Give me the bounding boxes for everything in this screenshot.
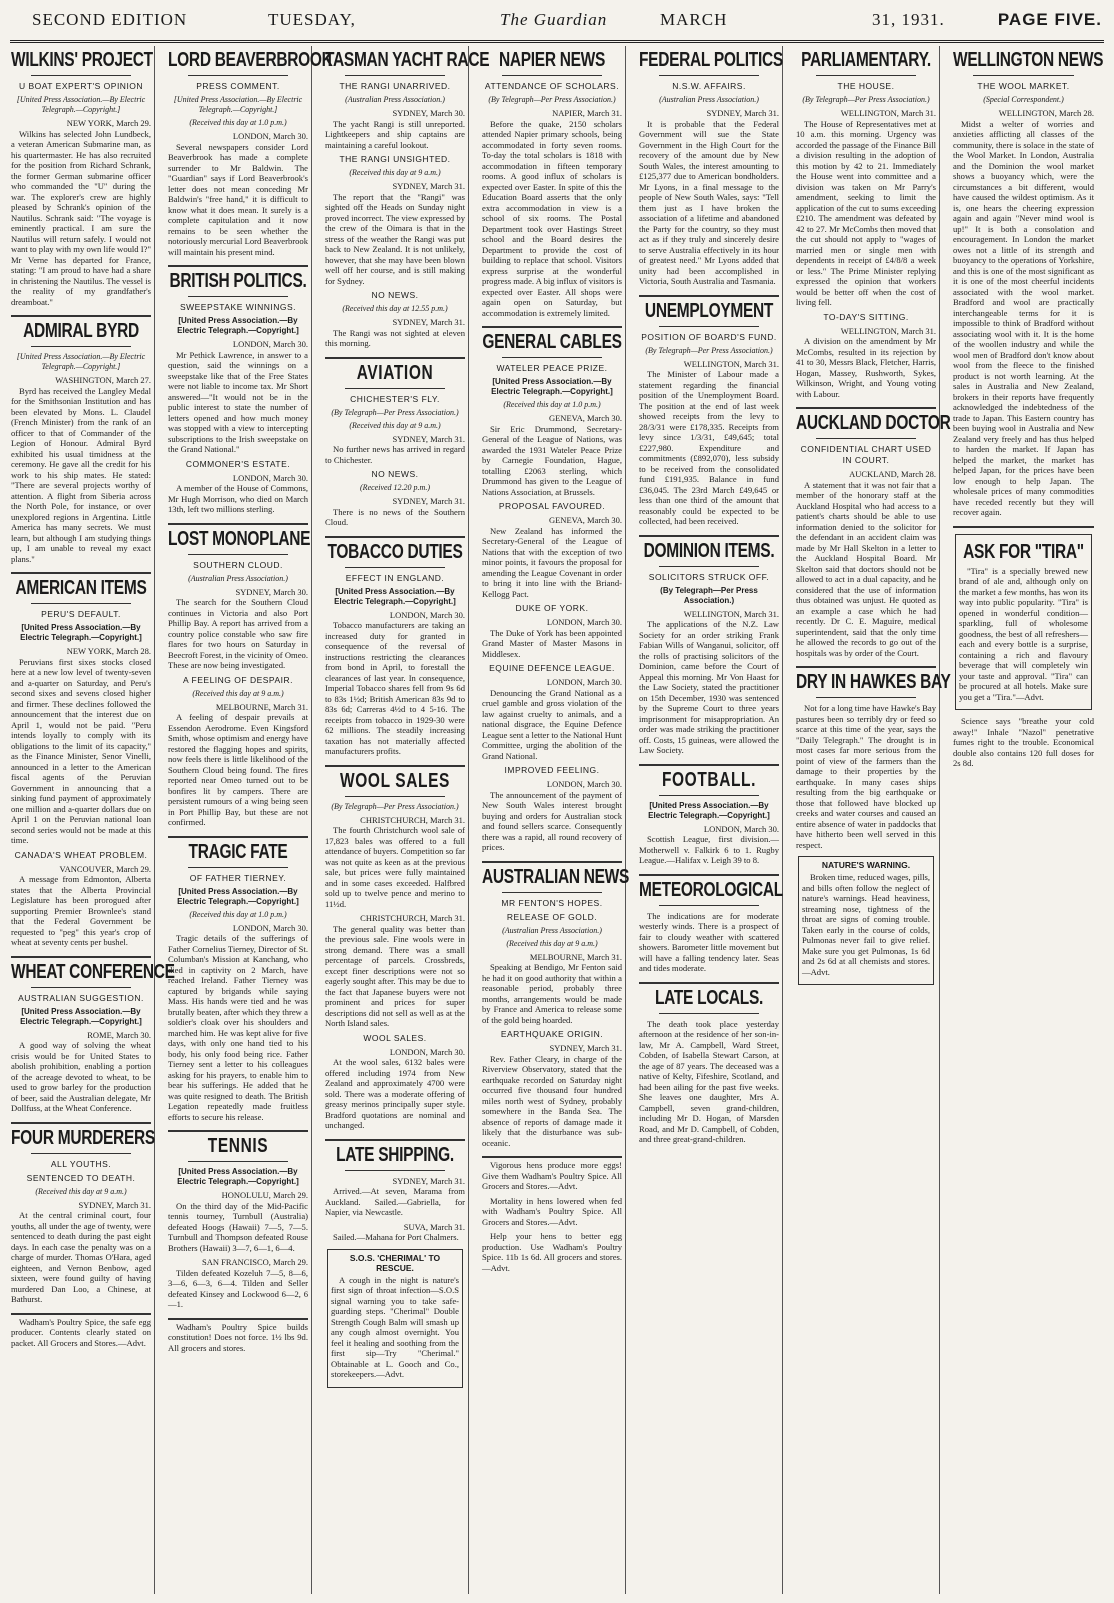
headline: TASMAN YACHT RACE	[325, 49, 490, 72]
press-source: (By Telegraph—Per Press Association.)	[660, 585, 758, 605]
press-source: [United Press Association.—By Electric Telegraph.—Copyright.]	[16, 95, 146, 114]
advertisement-text: Broken time, reduced wages, pills, and bills often follow the neglect of nature's warnings. Head heaviness, streaming nose, tightness of the throat are signs of coming trouble. Taken early in the course of colds, Pulmonas never fail to give relief. Make sure you get Pulmonas, 1s 6d and 2s 6d at all chemists and stores.—Advt.	[802, 872, 930, 977]
subheading: CANADA'S WHEAT PROBLEM.	[14, 849, 148, 860]
article-text: The House of Representatives met at 10 a.m. this morning. Urgency was accorded the passage of the Finance Bill a division resulting in the adoption of this motion by 42 to 21. Immediately the House went into committee and a division was taken on Mr Parry's amendment, seeking to limit the application of the cut to sums exceeding £210. The amendment was defeated by 42 to 27. Mr McCombs then moved that the cut should not apply to "wages of married men or single men with dependents in receipt of £4/8/8 a week or less." The Prime Minister replying expressed the opinion that workers would be better off when the cost of living fell.	[796, 118, 936, 307]
divider	[659, 795, 759, 796]
subheading: THE HOUSE.	[837, 81, 895, 91]
press-source: (By Telegraph—Per Press Association.)	[488, 95, 616, 104]
column-2	[165, 46, 333, 1594]
article-text: The indications are for moderate westerly winds. There is a prospect of fair to cloudy weather with scattered showers. Barometer little movement but will have a falling tendency later. Seas and tides moderate.	[639, 910, 779, 973]
article-wheat	[11, 960, 175, 1114]
article-text: The search for the Southern Cloud continues in Victoria and also Port Phillip Bay. A report has arrived from a country police constable who saw fire flares for two hours on Saturday in Beecroft Forest, in the vicinity of Omeo. These are now being investigated.	[168, 597, 308, 670]
divider	[639, 982, 779, 984]
divider	[11, 1122, 151, 1124]
article-general-cables	[482, 331, 622, 853]
article-text: A feeling of despair prevails at Essendon Aerodrome. Even Kingsford Smith, whose optimism and energy have restored the flagging hopes and spirits, now feels there is little likelihood of the Southern Cloud being found. The fires reported near Omeo turned out to be bonfires lit by campers. There are persistent rumours of a wing being seen in Port Phillip Bay, but these are not confirmed.	[168, 712, 308, 827]
dateline: SYDNEY, March 31.	[392, 433, 465, 444]
dateline: SYDNEY, March 31.	[392, 317, 465, 327]
advertisement-text: A cough in the night is nature's first sign of throat infection—S.O.S signal warning you to take safe-guarding steps. "Cherimal" Double Strength Cough Balm will smash up any cough almost overnight. You feel it healing and soothing from the first sip—Try "Cherimal." Obtainable at L. Gooch and Co., storekeepers.—Advt.	[331, 1274, 459, 1379]
subheading: CHICHESTER'S FLY.	[350, 393, 440, 404]
dateline: WELLINGTON, March 31.	[840, 108, 936, 118]
article-parliamentary	[796, 49, 936, 399]
article-auckland-doctor	[796, 412, 951, 658]
dateline: SYDNEY, March 31.	[78, 1199, 151, 1210]
article-text: Wilkins has selected John Lundbeck, a veteran American Submarine man, as his quartermaster. He has also recruited for the position from Richard Schrank, the former German submarine officer who commanded the "U" during the war. The explorer's crew are highly pleased by Schrank's opinion of the Nautilus. Schrank said: "The voyage is eminently practical. I am sure the Nautilus will return safely. I would not want to play with my own life would I?" Mr Verne has departed for France, stating: "I am proud to have had a share in christening the Nautilus. The vessel is the reality of my grandfather's dreamboat."	[11, 128, 151, 307]
divider	[11, 956, 151, 958]
divider	[168, 265, 308, 267]
divider	[639, 764, 779, 766]
page-number: PAGE FIVE.	[997, 10, 1102, 29]
dateline: SYDNEY, March 31.	[549, 1043, 622, 1053]
edition-label: SECOND EDITION	[32, 10, 188, 29]
article-text: No further news has arrived in regard to Chichester.	[325, 444, 465, 465]
divider	[325, 536, 465, 538]
dateline: SUVA, March 31.	[403, 1221, 465, 1232]
dateline: SYDNEY, March 31.	[706, 108, 779, 118]
dateline: SYDNEY, March 30.	[392, 108, 465, 118]
dateline: SYDNEY, March 31.	[392, 1175, 465, 1186]
divider	[482, 861, 622, 863]
dateline: LONDON, March 30.	[389, 1046, 465, 1057]
headline: NAPIER NEWS	[498, 49, 606, 72]
dateline: CHRISTCHURCH, March 31.	[360, 814, 465, 825]
subheading: EARTHQUAKE ORIGIN.	[500, 1029, 604, 1039]
dateline: WELLINGTON, March 31.	[840, 325, 936, 336]
headline: UNEMPLOYMENT	[644, 299, 774, 322]
article-text: Rev. Father Cleary, in charge of the Riverview Observatory, stated that the earthquake recorded on Saturday night occurred five thousand four hundred miles north west of Sydney, probably somewhere in the Banda Sea. The absence of reports of damage made it likely that the disturbance was sub-oceanic.	[482, 1053, 622, 1148]
article-text: The general quality was better than the previous sale. Fine wools were in strong demand. There was a small percentage of parcels. Crossbreds, except finer descriptions were not so eagerly sought after. This may be due to the fact that Japanese buyers were not prominent and prices for super descriptions did not sell as well as at the North Island sales.	[325, 923, 465, 1028]
article-text: The Duke of York has been appointed Grand Master of Master Masons in Middlesex.	[482, 627, 622, 659]
press-source: (By Telegraph—Per Press Association.)	[331, 407, 459, 417]
dateline: LONDON, March 30.	[546, 617, 622, 627]
dateline: ROME, March 30.	[87, 1029, 151, 1040]
article-wilkins	[11, 49, 153, 307]
headline: FEDERAL POLITICS	[639, 49, 783, 72]
divider	[953, 526, 1094, 528]
subheading: SOUTHERN CLOUD.	[193, 559, 283, 570]
headline: TENNIS	[207, 1135, 269, 1158]
article-text: Tobacco manufacturers are taking an increased duty for granted in consequence of the reversal of instructions restricting the clearances from bond in April, to forestall the clearances of last year. In consequence, Imperial Tobacco shares fell from 9s 6d to 83s 1½d; British American 83s 9d to 83s 6d; Carreras 4½d to 4 5-16. The receipts from tobacco in 1929-30 were 62 millions. The steadily increasing taxation has not materially affected manufacturers profits.	[325, 620, 465, 756]
article-text: At the wool sales, 6132 bales were offered including 1974 from New Zealand and approximately 4700 were sold. There was a moderate offering of greasy merinos principally super style. Bradford quotations are nominal and unchanged.	[325, 1057, 465, 1130]
article-tragic-fate	[168, 840, 308, 1123]
dateline: GENEVA, March 30.	[548, 515, 622, 525]
received-note: (Received this day at 9 a.m.)	[349, 168, 441, 177]
subheading: TO-DAY'S SITTING.	[823, 311, 909, 322]
press-source: [United Press Association.—By Electric Telegraph.—Copyright.]	[491, 377, 613, 396]
subheading: A FEELING OF DESPAIR.	[182, 674, 293, 685]
subheading: POSITION OF BOARD'S FUND.	[641, 331, 777, 342]
divider	[639, 295, 779, 297]
subheading: NO NEWS.	[371, 290, 419, 300]
article-tennis	[168, 1135, 308, 1310]
article-dominion-items	[639, 539, 779, 756]
divider	[659, 1013, 759, 1014]
press-source: (Australian Press Association.)	[188, 573, 288, 583]
article-late-locals	[639, 986, 779, 1145]
article-lost-monoplane	[168, 527, 311, 828]
press-source: [United Press Association.—By Electric Telegraph.—Copyright.]	[648, 800, 770, 820]
divider	[31, 987, 131, 988]
divider	[188, 1161, 288, 1162]
dateline: GENEVA, March 30.	[548, 413, 622, 423]
headline: WELLINGTON NEWS	[953, 49, 1104, 72]
headline: LORD BEAVERBROOK	[168, 49, 333, 72]
article-text: There is no news of the Southern Cloud.	[325, 506, 465, 527]
received-note: (Received 12.20 p.m.)	[360, 483, 430, 492]
masthead	[10, 0, 1104, 43]
dateline: SYDNEY, March 30.	[235, 586, 308, 597]
article-wool-sales	[325, 769, 465, 1131]
article-beaverbrook	[168, 49, 333, 257]
divider	[345, 796, 445, 797]
divider	[188, 867, 288, 868]
advertisement-box	[798, 856, 934, 985]
divider	[188, 75, 288, 76]
subheading: RELEASE OF GOLD.	[506, 911, 598, 922]
article-american-items	[11, 577, 151, 948]
news-columns	[8, 46, 1106, 1594]
article-text: Not for a long time have Hawke's Bay pastures been so terribly dry or feed so scarce at this time of the year, says the "Daily Telegraph." The drought is in most cases far more serious from the point of view of the farmers than the damage to their properties by the earthquake. In many cases ships resulting from the big earthquake or those that followed have blocked up creeks and water courses and caused an entire absence of water in paddocks that have hitherto been well served in this respect.	[796, 703, 936, 850]
divider	[796, 407, 936, 409]
article-text: Byrd has received the Langley Medal for the Smithsonian Institution and has been elevated by Mons. L. Claudel (French Minister) from the rank of an officer to that of Commander of the Legion of Honour. Admiral Byrd exhibited his usual timidness at the ceremony. He gave all the credit for his work to his ship mates. He stated: "There are several projects worthy of attention. A flight from Siberia across the North Pole, for instance, or over unexplored regions in Argentina. Little America has many secrets. We must learn, but although I am studying things up, I am unable to reveal my exact plans."	[11, 385, 151, 564]
press-source: [United Press Association.—By Electric Telegraph.—Copyright.]	[334, 586, 456, 606]
dateline: VANCOUVER, March 29.	[59, 863, 151, 874]
article-text: The death took place yesterday afternoon at the residence of her son-in-law, Mr A. Campbell, Ward Street, Cobden, of Isabella Stewart Carson, at the age of 87 years. The deceased was a native of Kelty, Fifeshire, Scotland, and had been ailing for the past five weeks. She leaves one daughter, Mrs A. Campbell, seven grand-children, including Mr D. Hogan, of Marsden Road, and Mr D. Campbell, of Cobden, and three great-grand-children.	[639, 1018, 779, 1144]
headline: AMERICAN ITEMS	[15, 577, 147, 600]
dateline: HONOLULU, March 29.	[221, 1190, 308, 1200]
divider	[168, 523, 308, 525]
article-meteorological	[639, 878, 783, 974]
article-text: It is probable that the Federal Government will sue the State Government in the High Court for the recovery of the amount due by New South Wales, the interest amounting to £125,377 due to American bondholders. Mr Lyons, in a final message to the people of New South Wales, says: "Tell them just as I have broken the association of a lifetime and abandoned the Party for the country, so they must act as if they truly and sincerely desire to serve Australia effectively in its hour of greatest need." Mr Lyons added that unity had been accomplished in Victoria, South Australia and Tasmania.	[639, 118, 779, 286]
article-text: On the third day of the Mid-Pacific tennis tourney, Turnbull (Australia) defeated Hoogs (Hawaii) 7—5, 7—5. Turnbull and Thompson defeated Rouse Brothers (Hawaii) 3—7, 6—1, 6—4.	[168, 1200, 308, 1253]
article-text: A message from Edmonton, Alberta states that the Alberta Provincial Legislature has been prorogued after supporting Premier Brownlee's stand that the Federal Government be requested to "peg" this year's crop of wheat at seventy cents per bushel.	[11, 874, 151, 947]
article-british-politics	[168, 270, 308, 515]
month-label: MARCH	[660, 10, 728, 29]
divider	[639, 874, 779, 876]
divider	[11, 315, 151, 317]
article-wellington-news	[953, 49, 1104, 518]
subheading: U BOAT EXPERT'S OPINION	[18, 81, 144, 91]
advertisement-title: S.O.S. 'CHERIMAL' TO RESCUE.	[349, 1252, 441, 1273]
subheading: CONFIDENTIAL CHART USED IN COURT.	[800, 444, 932, 465]
article-tobacco-duties	[325, 540, 465, 757]
headline: PARLIAMENTARY.	[801, 49, 931, 72]
article-text: A good way of solving the wheat crisis would be for United States to abolish prohibition, enabling a portion of the acreage devoted to wheat, to be used to grow barley for the production of beer, said the Australian delegate, Mr Dollfuss, at the Wheat Conference.	[11, 1040, 151, 1113]
subheading: OF FATHER TIERNEY.	[189, 872, 287, 883]
press-source: (Australian Press Association.)	[502, 925, 602, 935]
article-tasman-yacht-race	[325, 49, 490, 349]
subheading: AUSTRALIAN SUGGESTION.	[18, 992, 144, 1003]
column-5	[636, 46, 783, 1594]
headline: DRY IN HAWKES BAY	[796, 671, 951, 694]
press-source: [United Press Association.—By Electric Telegraph.—Copyright.]	[20, 1006, 142, 1026]
press-source: (Australian Press Association.)	[345, 95, 445, 104]
article-aviation	[325, 361, 465, 528]
dateline: WELLINGTON, March 31.	[683, 358, 779, 369]
article-text: The Rangi was not sighted at eleven this morning.	[325, 327, 465, 348]
dateline: LONDON, March 30.	[232, 472, 308, 483]
dateline: LONDON, March 30.	[546, 677, 622, 687]
divider	[188, 296, 288, 297]
article-text: Sailed.—Mahana for Port Chalmers.	[333, 1232, 459, 1242]
article-text: At the central criminal court, four youths, all under the age of twenty, were sentenced to death during the past eight days. In each case the penalty was on a charge of murder. Thomas O'Hara, aged eighteen, and Vernon Benbow, aged sixteen, were found guilty of having murdered Dan Loo, a Chinese, at Bathurst.	[11, 1210, 151, 1304]
subheading: WATELER PEACE PRIZE.	[496, 363, 608, 373]
divider	[639, 535, 779, 537]
article-dry-hawkes-bay	[796, 671, 951, 850]
received-note: (Received this day at 9 a.m.)	[349, 420, 441, 430]
subheading: N.S.W. AFFAIRS.	[672, 81, 746, 91]
press-source: (By Telegraph—Per Press Association.)	[802, 95, 930, 104]
divider	[11, 572, 151, 574]
article-text: Peruvians first sixes stocks closed here at a new low level of twenty-seven and a-quarter on Saturday, and Peru's second sixes and sevens closed higher and firmer. These declines followed the announcement that the interest due on April 1, would not be paid. "Peru intends loyally to comply with its obligations to the limit of its capacity," as the Finance Minister, Senor Vinelli, announced in a letter to the American fiscal agents of the Peruvian Government in announcing that a sinking fund payment of approximately one million and a-quarter dollars due on April 1 on the Peruvian national loan second series would not be made at this time.	[11, 656, 151, 845]
subheading: PERU'S DEFAULT.	[41, 609, 121, 619]
column-3	[322, 46, 490, 1594]
dateline: NAPIER, March 31.	[552, 108, 622, 118]
subheading: PROPOSAL FAVOURED.	[498, 501, 606, 511]
article-football	[639, 768, 779, 866]
dateline: SYDNEY, March 31.	[392, 181, 465, 191]
advertisement: Mortality in hens lowered when fed with Wadham's Poultry Spice. All Grocers and Stores.—Advt.	[482, 1195, 622, 1227]
column-7	[950, 46, 1104, 1594]
dateline: LONDON, March 30.	[232, 922, 308, 933]
advertisement-box	[955, 534, 1092, 711]
received-note: (Received this day at 12.55 p.m.)	[342, 304, 448, 313]
headline: LOST MONOPLANE	[168, 527, 311, 550]
subheading: PRESS COMMENT.	[196, 81, 280, 91]
advertisement-box	[327, 1249, 463, 1388]
headline: AUSTRALIAN NEWS	[482, 865, 630, 888]
dateline: SYDNEY, March 31.	[392, 496, 465, 506]
divider	[31, 75, 131, 76]
article-text: The fourth Christchurch wool sale of 17,823 bales was offered to a full attendance of buyers. Competition so far was not quite as keen as at the previous sale, but prices were fully maintained and in some cases exceeded. Halfbred sold up to twelve pence and merino to 11½d.	[325, 825, 465, 909]
column-4	[479, 46, 630, 1594]
divider	[816, 697, 916, 698]
article-murderers	[11, 1126, 155, 1305]
headline: TOBACCO DUTIES	[327, 540, 463, 563]
dateline: NEW YORK, March 29.	[66, 118, 151, 128]
dateline: WELLINGTON, March 28.	[998, 108, 1094, 118]
dateline: LONDON, March 30.	[232, 339, 308, 349]
dateline: CHRISTCHURCH, March 31.	[360, 913, 465, 923]
subheading: EQUINE DEFENCE LEAGUE.	[489, 663, 615, 673]
article-text: Arrived.—At seven, Marama from Auckland. Sailed.—Gabriella, for Napier, via Newcastle.	[325, 1186, 465, 1217]
dateline: LONDON, March 30.	[232, 131, 308, 141]
dateline: WELLINGTON, March 31.	[683, 608, 779, 619]
headline: METEOROLOGICAL	[639, 878, 783, 901]
dateline: NEW YORK, March 28.	[66, 646, 151, 656]
article-text: A member of the House of Commons, Mr Hugh Morrison, who died on March 13th, left two millions sterling.	[168, 483, 308, 514]
advertisement-text: "Tira" is a specially brewed new brand of ale and, although only on the market a few months, has won its way into public popularity. "Tira" is opened in wonderful condition—sparkling, full of wholesome goodness, the best of all refreshers—each and every bottle is a surprise, containing a rich and flavoury beverage that will completely win your taste and approval. "Tira" can be procured at all hotels. Make sure you get a "Tira."—Advt.	[959, 565, 1088, 702]
divider	[659, 566, 759, 567]
divider	[31, 603, 131, 604]
headline: WILKINS' PROJECT	[11, 49, 153, 72]
subheading: THE WOOL MARKET.	[977, 81, 1070, 91]
subheading: SOLICITORS STRUCK OFF.	[648, 571, 770, 582]
article-text: New Zealand has informed the Secretary-General of the League of Nations that with the exception of two minor points, it favours the proposal for amending the League Covenant in order to bring it into line with the Briand-Kellogg Pact.	[482, 525, 622, 599]
received-note: (Received this day at 9 a.m.)	[506, 938, 598, 948]
divider	[816, 438, 916, 439]
headline: LATE SHIPPING.	[336, 1143, 454, 1166]
divider	[502, 892, 602, 893]
article-text: Tragic details of the sufferings of Father Cornelius Tierney, Director of St. Columban's Mission at Kanchang, who died in captivity on 2 March, have reached Ireland. Father Tierney was captured by brigands while saying Mass. His hands were tied and he was brutally beaten, after which they threw a soldier's cloak over his shoulders and marched him. He was kept alive for five days, with only one hand tied to his body, his only food being rice. Father Tierney sent a letter to his colleagues asking for his prayers, to enable him to bear his sufferings. He added that he was quite resigned to death. The British Legation repeatedly made fruitless efforts to secure his release.	[168, 933, 308, 1122]
divider	[345, 388, 445, 389]
headline: AUCKLAND DOCTOR	[796, 412, 951, 435]
advertisement: Science says "breathe your cold away!" Inhale "Nazol" penetrative fumes right to the trouble. Economical double also contains 120 full doses for 2s 8d.	[953, 716, 1094, 768]
divider	[168, 836, 308, 838]
advertisement-title: ASK FOR "TIRA"	[963, 540, 1084, 563]
article-text: Several newspapers consider Lord Beaverbrook has made a complete surrender to Mr Baldwin. The "Guardian" says if Lord Beaverbrook's letter does not mean conceding Mr Baldwin's "free hand," it is difficult to know what it does mean. It surely is a complete capitulation and it now remains to be seen whether the notoriously mercurial Lord Beaverbrook will maintain his present mind.	[168, 141, 308, 257]
divider	[31, 346, 131, 347]
divider	[325, 765, 465, 767]
article-late-shipping	[325, 1143, 465, 1243]
advertisement: Wadham's Poultry Spice, the safe egg producer. Contents clearly stated on packet. All Grocers and Stores.—Advt.	[11, 1316, 151, 1348]
dateline: LONDON, March 30.	[703, 823, 779, 834]
headline: BRITISH POLITICS.	[169, 270, 307, 293]
press-source: [United Press Association.—By Electric Telegraph.—Copyright.]	[177, 886, 299, 906]
article-text: Mr Pethick Lawrence, in answer to a question, said the winnings on a sweepstake like that of the Free States were not liable to income tax. Mr Short answered—"It would not be in the public interest to state the number of letters opened and how much money was stopped with a view to intercepting subscriptions to the Irish sweepstake on the Grand National."	[168, 349, 308, 454]
subheading: SWEEPSTAKE WINNINGS.	[179, 302, 297, 312]
dateline: MELBOURNE, March 31.	[215, 701, 308, 712]
subheading: EFFECT IN ENGLAND.	[345, 572, 445, 583]
divider	[482, 326, 622, 328]
divider	[325, 1139, 465, 1141]
headline: WOOL SALES	[340, 769, 450, 792]
subheading: ATTENDANCE OF SCHOLARS.	[484, 81, 620, 91]
article-text: Midst a welter of worries and anxieties afflicting all classes of the community, there is solace in the state of the Wool Market. In London, Australia and the Dominion the wool market shows a buoyancy which, were the circumstances a bit different, would have caused the wildest optimism. As it is, one hears the cheering expression again and again "Never mind wool is up!" It is both a consolation and encouragement. In London the market owes not a little of its strength and buoyancy to the operations of Yorkshire, and this is one of the most significant as it is one of the most cheerful incidents associated with the wool market. Bradford and wool are practically interchangeable terms for it is impossible to think of Bradford without associating wool with it. It is the home of the woollen industry and while the wool men of Bradford don't know about wool from the fleece to the finished product is not worth learning. At the sales in Australia and New Zealand, brokers in their reports have frequently acknowledged the indebtedness of the trade to Japan. This Eastern country has been buying wool in Australia and New Zealand very freely and has thus helped to harden the market. If Japan has helped the market, the market has helped Japan, for the prices have been low enough to help Japan. The wholesale prices of many commodities have receded recently but they will recover again.	[953, 118, 1094, 517]
dateline: AUCKLAND, March 28.	[849, 469, 936, 479]
press-source: [United Press Association.—By Electric Telegraph.—Copyright.]	[177, 1167, 299, 1186]
article-text: Sir Eric Drummond, Secretary-General of the League of Nations, was awarded the 1931 Wateler Peace Prize by Carnegie Foundation, Hague, totalling £2063 sterling, which Drummond has given to the League of Nations Association, at Brussels.	[482, 423, 622, 497]
subheading: DUKE OF YORK.	[515, 603, 589, 613]
divider	[188, 554, 288, 555]
subheading: THE RANGI UNSIGHTED.	[339, 154, 451, 164]
article-text: A statement that it was not fair that a member of the honorary staff at the Auckland Hospital who had access to a patient's charts should be able to use information denied to the solicitor for the defendant in an accident claim was made by Mr Hall Skelton in a letter to the Auckland Hospital Board. Mr Skelton said that doctors should not be allowed to act in a dual capacity, and he considered that the use of information thus obtained was unjust. He quoted as an example a case which he had recently. Dr C. E. Maguire, medical superintendent, said that the only time he allowed the records to go out of the hospitals was by order of the Court.	[796, 479, 936, 658]
press-source: (Special Correspondent.)	[983, 95, 1064, 104]
article-napier-news	[482, 49, 622, 318]
newspaper-title: The Guardian	[500, 10, 608, 29]
advertisement: Vigorous hens produce more eggs! Give them Wadham's Poultry Spice. All Grocers and Stores.—Advt.	[482, 1160, 622, 1191]
article-text: The Minister of Labour made a statement regarding the financial position of the Unemployment Board. The position at the end of last week showed receipts from the levy to 28/3/31 were £178,335. Receipts from levy since 1/3/31, £49,645; total £227,980. Expenditure and commitments (£892,070), less subsidy to be received from the consolidated fund £191,935. Balance in fund £36,045. The 23rd March £49,645 or less than one third of the amount that reasonably could be expected to be collected, had been received.	[639, 369, 779, 526]
dateline: MELBOURNE, March 31.	[529, 951, 622, 962]
article-text: Scottish League, first division.—Motherwell v. Falkirk 6 to 1. Rugby League.—Halifax v. Leigh 39 to 8.	[639, 834, 779, 865]
headline: DOMINION ITEMS.	[643, 539, 775, 562]
column-6	[793, 46, 951, 1594]
press-source: (Australian Press Association.)	[659, 95, 759, 104]
headline: WHEAT CONFERENCE	[11, 960, 175, 983]
headline: FOOTBALL.	[661, 768, 757, 791]
divider	[31, 1153, 131, 1154]
article-text: A division on the amendment by Mr McCombs, resulted in its rejection by 41 to 30, Messrs Black, Fletcher, Harris, Hogan, Massey, Rushworth, Sykes, Wilkinson, Wright, and Young voting with Labour.	[796, 336, 936, 399]
divider	[973, 75, 1074, 76]
day-label: TUESDAY,	[268, 10, 356, 29]
date-label: 31, 1931.	[872, 10, 945, 29]
headline: GENERAL CABLES	[482, 331, 622, 354]
headline: LATE LOCALS.	[654, 986, 764, 1009]
divider	[659, 75, 759, 76]
press-source: [United Press Association.—By Electric Telegraph.—Copyright.]	[16, 352, 146, 371]
article-text: The applications of the N.Z. Law Society for an order striking Frank Fabian Wills of Wanganui, solicitor, off the rolls of practising solicitors of the Dominion, came before the Court of Appeal this morning. Mr Von Haast for the Law Society, stated the practitioner on 15th December, 1930 was sentenced by the Supreme Court to three years imprisonment for misappropriation. An order was made striking the practitioner off. Costs, 15 guineas, were allowed the Law Society.	[639, 619, 779, 755]
divider	[345, 75, 445, 76]
divider	[345, 567, 445, 568]
divider	[502, 75, 602, 76]
dateline: LONDON, March 30.	[389, 609, 465, 620]
article-byrd	[11, 320, 151, 564]
dateline: LONDON, March 30.	[546, 779, 622, 789]
divider	[345, 1170, 445, 1171]
received-note: (Received this day at 1.0 p.m.)	[189, 118, 287, 127]
divider	[11, 1313, 151, 1315]
dateline: WASHINGTON, March 27.	[55, 375, 151, 385]
subheading: ALL YOUTHS.	[50, 1158, 112, 1169]
headline: TRAGIC FATE	[188, 840, 288, 863]
received-note: (Received this day at 1.0 p.m.)	[189, 909, 287, 919]
headline: FOUR MURDERERS	[11, 1126, 155, 1149]
divider	[659, 905, 759, 906]
subheading: IMPROVED FEELING.	[504, 765, 600, 775]
subheading: THE RANGI UNARRIVED.	[339, 81, 451, 91]
article-federal-politics	[639, 49, 783, 287]
dateline: SAN FRANCISCO, March 29.	[201, 1257, 308, 1267]
article-text: The yacht Rangi is still unreported. Lightkeepers and ship captains are maintaining a careful lookout.	[325, 118, 465, 150]
subheading: COMMONER'S ESTATE.	[185, 458, 291, 469]
divider	[816, 75, 916, 76]
article-australian-news	[482, 865, 630, 1149]
divider	[325, 357, 465, 359]
divider	[502, 357, 602, 358]
article-text: Speaking at Bendigo, Mr Fenton said he had it on good authority that within a reasonable period, probably three months, arrangements would be made by France and America to release some of the gold being hoarded.	[482, 962, 622, 1025]
subheading: WOOL SALES.	[363, 1032, 427, 1043]
article-unemployment	[639, 299, 779, 527]
subheading: NO NEWS.	[371, 469, 419, 479]
press-source: [United Press Association.—By Electric Telegraph.—Copyright.]	[173, 95, 303, 114]
divider	[659, 326, 759, 327]
headline: ADMIRAL BYRD	[23, 320, 139, 343]
advertisement: Wadham's Poultry Spice builds constitution! Does not force. 1½ lbs 9d. All grocers and stores.	[168, 1321, 308, 1353]
press-source: (By Telegraph—Per Press Association.)	[645, 345, 773, 355]
press-source: [United Press Association.—By Electric Telegraph.—Copyright.]	[20, 623, 142, 642]
article-text: Denouncing the Grand National as a cruel gamble and gross violation of the law against cruelty to animals, and a national disgrace, the Equine Defence League sent a letter to the National Hunt Committee, urging the abolition of the Grand National.	[482, 687, 622, 761]
article-text: The report that the "Rangi" was sighted off the Heads on Sunday night proved incorrect. The view expressed by the crew of the Oimara is that in the stress of the weather the Rangi was put back to New Zealand. It is not unlikely, however, that she may have been blown well off her course, and is still making for Sydney.	[325, 191, 465, 286]
article-text: The announcement of the payment of New South Wales interest brought buying and orders for Australian stock and found sellers scarce. Consequently there was a rapid, all round recovery of prices.	[482, 789, 622, 852]
press-source: (By Telegraph—Per Press Association.)	[331, 801, 459, 811]
received-note: (Received this day at 1.0 p.m.)	[503, 400, 601, 409]
press-source: [United Press Association.—By Electric Telegraph.—Copyright.]	[177, 316, 299, 335]
subheading: SENTENCED TO DEATH.	[26, 1172, 136, 1183]
column-1	[8, 46, 175, 1594]
article-text: Tilden defeated Kozeluh 7—5, 8—6, 3—6, 6—3, 6—4. Tilden and Seller defeated Kinsey and Lockwood 6—2, 6—1.	[168, 1267, 308, 1309]
received-note: (Received this day at 9 a.m.)	[192, 688, 284, 698]
divider	[482, 1156, 622, 1158]
advertisement: Help your hens to better egg production. Use Wadham's Poultry Spice. 11b 1s 6d. All grocers and stores.—Advt.	[482, 1231, 622, 1273]
headline: AVIATION	[356, 361, 434, 384]
advertisement-title: NATURE'S WARNING.	[821, 860, 911, 870]
article-text: Before the quake, 2150 scholars attended Napier primary schools, being accommodated in forty seven rooms. To-day the total scholars is 1818 with accommodation in fifteen temporary rooms. A good influx of scholars is expected over Easter. In spite of this the Education Board asserts that the only extra accommodation in view is a school of six rooms. The Postal Department took over Hastings Street school and the Board desires the Department to provide the cost of building to replace that school. Visitors express surprise at the wonderful progress made. A big influx of visitors is expected over Easter. All shops were again open on Saturday, but accommodation is extremely limited.	[482, 118, 622, 318]
divider	[168, 1318, 308, 1320]
received-note: (Received this day at 9 a.m.)	[35, 1186, 127, 1196]
subheading: MR FENTON'S HOPES.	[501, 897, 603, 908]
divider	[168, 1130, 308, 1132]
divider	[796, 666, 936, 668]
